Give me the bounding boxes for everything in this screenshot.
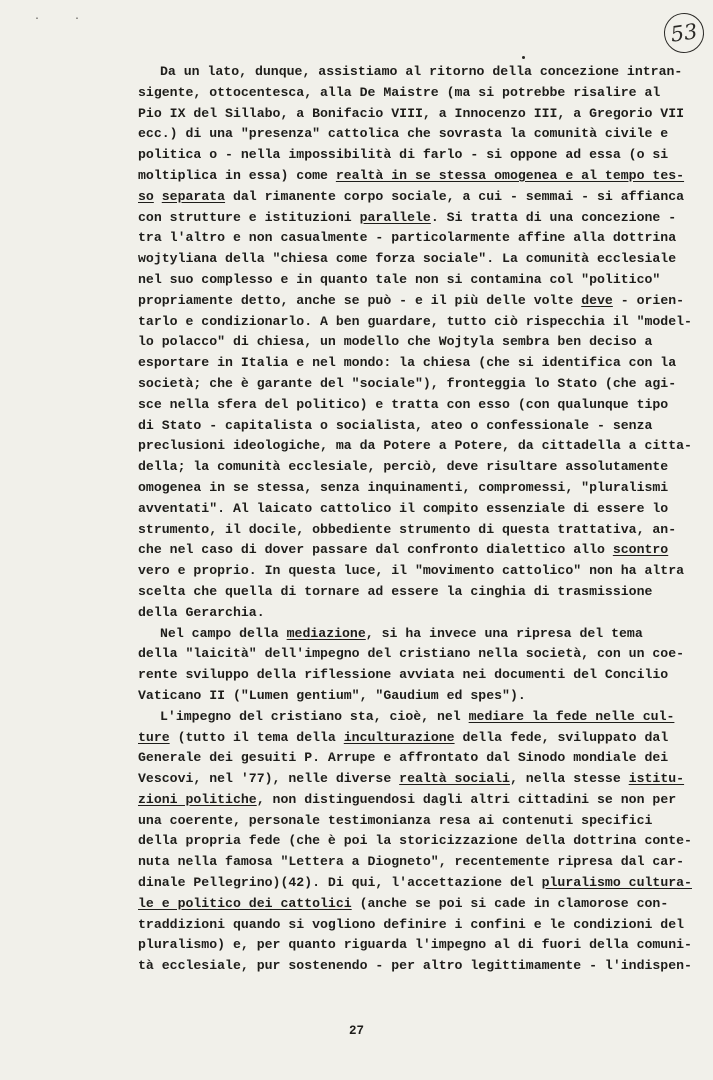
text-segment: sigente, ottocentesca, alla De Maistre (ma si potrebbe risalire al <box>138 84 661 100</box>
text-line <box>138 935 692 956</box>
underlined-phrase: inculturazione <box>343 729 455 745</box>
text-segment: Da un lato, dunque, assistiamo al ritorno della concezione intran- <box>160 64 683 79</box>
text-segment: Pio IX del Sillabo, a Bonifacio VIII, a Innocenzo III, a Gregorio VII <box>138 105 685 121</box>
text-segment: preclusioni ideologiche, ma da Potere a Potere, da cittadella a citta- <box>138 438 692 454</box>
text-line <box>138 291 685 312</box>
text-segment: scelta che quella di tornare ad essere la cinghia di trasmissione <box>138 583 653 599</box>
text-segment: rente sviluppo della riflessione avviata nei documenti del Concilio <box>138 667 669 683</box>
text-line <box>138 457 669 478</box>
underlined-phrase: parallele <box>359 209 431 225</box>
text-line <box>138 478 669 499</box>
underlined-phrase: zioni politiche <box>138 791 257 807</box>
text-line <box>138 707 675 728</box>
text-segment: Generale dei gesuiti P. Arrupe e affrontato dal Sinodo mondiale dei <box>138 750 669 766</box>
text-segment: vero e proprio. In questa luce, il "movimento cattolico" non ha altra <box>138 563 685 579</box>
text-line <box>138 644 685 665</box>
underlined-phrase: realtà sociali <box>399 771 510 787</box>
text-segment: Vescovi, nel '77), nelle diverse <box>138 771 400 787</box>
text-line <box>138 561 685 582</box>
text-line <box>138 831 692 852</box>
text-line <box>138 395 669 416</box>
underlined-phrase: so <box>138 188 154 204</box>
text-line <box>138 416 653 437</box>
handwritten-page-stamp: 53 <box>661 10 706 55</box>
text-segment: una coerente, personale testimonianza resa ai contenuti specifici <box>138 812 653 828</box>
underlined-phrase: scontro <box>612 542 669 558</box>
text-segment: dinale Pellegrino)(42). Di qui, l'accettazione del <box>138 875 542 891</box>
text-segment: politica o - nella impossibilità di farlo - si oppone ad essa (o si <box>138 147 669 163</box>
text-segment: wojtyliana della "chiesa come forza sociale". La comunità ecclesiale <box>138 251 677 267</box>
text-segment: tà ecclesiale, pur sostenendo - per altro legittimamente - l'indispen- <box>138 958 692 974</box>
underlined-phrase: separata <box>161 188 226 204</box>
body-text <box>138 62 692 977</box>
text-line <box>138 915 685 936</box>
text-line <box>138 83 661 104</box>
text-line <box>138 686 620 707</box>
text-line <box>138 790 677 811</box>
scan-specks: · · <box>34 14 95 25</box>
text-line <box>138 62 683 83</box>
text-segment: che nel caso di dover passare dal confronto dialettico allo <box>138 542 613 558</box>
text-line <box>138 436 692 457</box>
text-segment: tra l'altro e non casualmente - particolarmente affine alla dottrina <box>138 230 677 246</box>
text-line <box>138 249 677 270</box>
page-number: 27 <box>348 1024 364 1038</box>
underlined-phrase: mediazione <box>286 625 366 641</box>
text-line <box>138 894 669 915</box>
text-line <box>138 665 669 686</box>
text-line <box>138 374 677 395</box>
underlined-phrase: realtà in se stessa omogenea e al tempo tes- <box>335 167 685 183</box>
text-segment: L'impegno del cristiano sta, cioè, nel <box>160 708 469 724</box>
text-line <box>138 353 677 374</box>
text-line <box>138 270 661 291</box>
text-segment <box>154 189 162 204</box>
underlined-phrase: pluralismo cultura- <box>541 875 692 891</box>
text-line <box>138 228 677 249</box>
underlined-phrase: le e politico dei cattolici <box>138 895 352 911</box>
text-line <box>138 499 669 520</box>
text-segment: lo polacco" di chiesa, un modello che Wojtyla sembra ben deciso a <box>138 334 653 350</box>
text-line <box>138 166 685 187</box>
text-segment: (tutto il tema della <box>169 729 344 745</box>
text-line <box>138 603 620 624</box>
text-segment: dal rimanente corpo sociale, a cui - semmai - si affianca <box>225 188 685 204</box>
text-segment: di Stato - capitalista o socialista, ateo o confessionale - senza <box>138 417 653 433</box>
text-line <box>138 582 653 603</box>
text-segment: della "laicità" dell'impegno del cristiano nella società, con un coe- <box>138 646 685 662</box>
text-segment: - orien- <box>612 292 685 308</box>
text-segment: della; la comunità ecclesiale, perciò, deve risultare assolutamente <box>138 459 669 475</box>
text-segment: con strutture e istituzioni <box>138 209 360 225</box>
text-line <box>138 956 692 977</box>
text-line <box>138 852 685 873</box>
text-segment: della propria fede (che è poi la storicizzazione della dottrina conte- <box>138 833 692 849</box>
text-segment: nuta nella famosa "Lettera a Diogneto", recentemente ripresa dal car- <box>138 854 685 870</box>
text-segment: , non distinguendosi dagli altri cittadini se non per <box>256 791 677 807</box>
text-line <box>138 104 685 125</box>
text-segment: , si ha invece una ripresa del tema <box>365 625 643 641</box>
text-line <box>138 769 685 790</box>
text-line <box>138 312 692 333</box>
underlined-phrase: deve <box>581 292 613 308</box>
text-segment: nel suo complesso e in quanto tale non si contamina col "politico" <box>138 271 661 287</box>
text-segment: tarlo e condizionarlo. A ben guardare, tutto ciò rispecchia il "model- <box>138 313 692 329</box>
text-segment: (anche se poi si cade in clamorose con- <box>351 895 669 911</box>
text-segment: Nel campo della <box>160 625 287 641</box>
text-line <box>138 873 692 894</box>
text-line <box>138 748 669 769</box>
text-segment: società; che è garante del "sociale"), fronteggia lo Stato (che agi- <box>138 375 677 391</box>
text-line <box>138 124 669 145</box>
text-segment: della Gerarchia. <box>138 604 265 620</box>
text-segment: propriamente detto, anche se può - e il più delle volte <box>138 292 582 308</box>
text-segment: sce nella sfera del politico) e tratta con esso (con qualunque tipo <box>138 396 669 412</box>
text-segment: moltiplica in essa) come <box>138 167 336 183</box>
underlined-phrase: istitu- <box>628 771 685 787</box>
underlined-phrase: ture <box>138 729 170 745</box>
text-line <box>138 145 669 166</box>
text-segment: Vaticano II ("Lumen gentium", "Gaudium ed spes"). <box>138 687 526 703</box>
ink-dot <box>522 56 525 59</box>
text-segment: omogenea in se stessa, senza inquinamenti, compromessi, "pluralismi <box>138 479 669 495</box>
text-segment: avventati". Al laicato cattolico il compito essenziale di essere lo <box>138 500 669 516</box>
text-line <box>138 332 653 353</box>
text-line <box>138 811 653 832</box>
text-segment: , nella stesse <box>509 771 629 787</box>
text-line <box>138 520 677 541</box>
text-segment: strumento, il docile, obbediente strumento di questa trattativa, an- <box>138 521 677 537</box>
text-segment: . Si tratta di una concezione - <box>430 209 677 225</box>
text-line <box>138 540 669 561</box>
text-line <box>138 728 669 749</box>
text-segment: ecc.) di una "presenza" cattolica che sovrasta la comunità civile e <box>138 126 669 142</box>
text-line <box>138 187 685 208</box>
text-line <box>138 624 643 645</box>
text-segment: della fede, sviluppato dal <box>454 729 669 745</box>
text-segment: esportare in Italia e nel mondo: la chiesa (che si identifica con la <box>138 355 677 371</box>
text-segment: traddizioni quando si vogliono definire i confini e le condizioni del <box>138 916 685 932</box>
text-line <box>138 208 677 229</box>
underlined-phrase: mediare la fede nelle cul- <box>468 708 675 724</box>
text-segment: pluralismo) e, per quanto riguarda l'impegno al di fuori della comuni- <box>138 937 692 953</box>
